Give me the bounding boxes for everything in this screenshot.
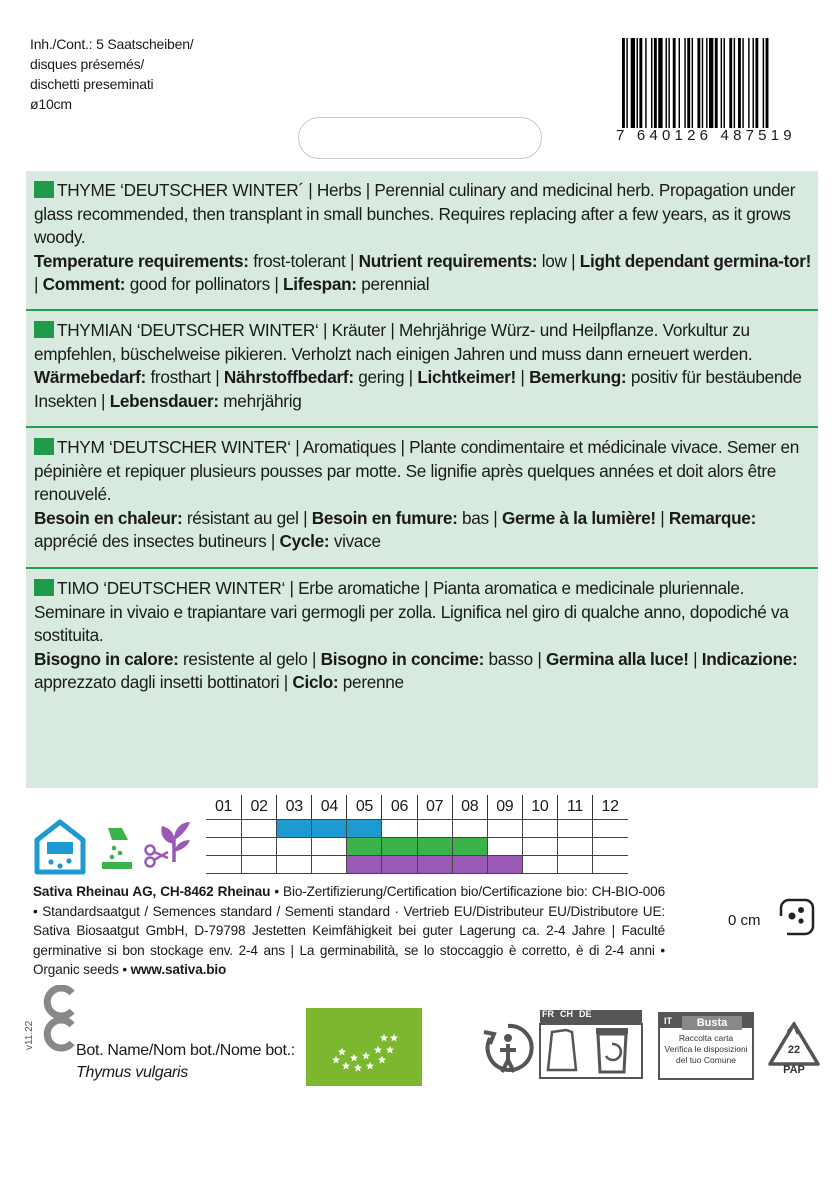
calendar-cell <box>206 838 241 855</box>
month-label: 10 <box>522 795 557 819</box>
calendar-cell <box>381 856 416 873</box>
section-intro: THYM ‘DEUTSCHER WINTER‘ | Aromatiques | Plante condimentaire et médicinale vivace. Semer en pépinière et repiquer plusieurs pousses par motte. Se lignifie après quelques années et doit alors être renouvelé. <box>34 437 799 504</box>
harvest-scissors-icon <box>142 816 194 870</box>
barcode <box>616 38 815 148</box>
field-label: Indicazione: <box>701 648 798 669</box>
month-label: 09 <box>487 795 522 819</box>
field-value: apprécié des insectes butineurs | <box>34 531 280 551</box>
calendar-months <box>206 795 628 819</box>
field-label: Bemerkung: <box>529 367 627 387</box>
field-label: Remarque: <box>668 507 756 528</box>
month-label: 03 <box>276 795 311 819</box>
section-french <box>34 436 816 554</box>
section-marker-icon <box>34 438 54 455</box>
field-value: perennial <box>356 274 430 294</box>
country-code: FR <box>542 1009 554 1019</box>
calendar-cell <box>487 838 522 855</box>
calendar-row-sow-outdoor <box>206 837 628 855</box>
version-code: v11.22 <box>24 1020 35 1050</box>
field-label: Besoin en fumure: <box>311 507 458 528</box>
contents-line: disques présemés/ <box>30 56 145 72</box>
pap-number: 22 <box>787 1044 801 1056</box>
company-info <box>33 882 665 980</box>
calendar-cell <box>417 856 452 873</box>
field-value: resistente al gelo | <box>178 648 321 669</box>
calendar-cell <box>592 856 627 873</box>
field-value: good for pollinators | <box>125 274 284 294</box>
calendar-cell <box>417 820 452 837</box>
calendar-cell <box>557 820 592 837</box>
barcode-number: 7 640126 487519 <box>616 127 796 144</box>
calendar-cell <box>452 838 487 855</box>
section-divider <box>26 426 818 428</box>
sowing-calendar <box>206 795 636 879</box>
section-marker-icon <box>34 579 54 596</box>
field-label: Lichtkeimer! <box>417 367 516 387</box>
calendar-cell <box>346 838 381 855</box>
field-label: Temperature requirements: <box>34 250 249 271</box>
recycle-person-icon <box>480 1020 536 1080</box>
calendar-cell <box>241 856 276 873</box>
month-label: 07 <box>417 795 452 819</box>
calendar-row-harvest <box>206 855 628 874</box>
field-value: | <box>655 507 669 528</box>
calendar-cell <box>381 838 416 855</box>
calendar-cell <box>241 838 276 855</box>
field-label: Ciclo: <box>292 672 339 692</box>
field-label: Wärmebedarf: <box>34 367 146 387</box>
field-label: Cycle: <box>279 531 330 551</box>
field-value: | <box>515 367 530 387</box>
month-label: 06 <box>381 795 416 819</box>
field-label: Light dependant germina-tor! <box>579 250 812 271</box>
calendar-cell <box>487 856 522 873</box>
calendar-cell <box>276 856 311 873</box>
month-label: 04 <box>311 795 346 819</box>
contents-line: Inh./Cont.: 5 Saatscheiben/ <box>30 36 194 52</box>
section-marker-icon <box>34 321 54 338</box>
section-intro: THYME ‘DEUTSCHER WINTER´ | Herbs | Perennial culinary and medicinal herb. Propagation under glass recommended, then transplant in small bunches. Requires replacing after a few years, as it grows woody. <box>34 180 796 247</box>
calendar-cell <box>417 838 452 855</box>
field-label: Bisogno in concime: <box>320 648 484 669</box>
contents-line: ø10cm <box>30 96 72 112</box>
busta-title: Busta <box>682 1016 742 1030</box>
italy-code: IT <box>660 1014 752 1028</box>
calendar-cell <box>487 820 522 837</box>
outdoor-sowing-icon <box>100 826 134 870</box>
section-fields <box>34 250 816 297</box>
company-details: • Bio-Zertifizierung/Certification bio/Certificazione bio: CH-BIO-006 • Standardsaatgut / Semences standard / Sementi standard · Vertrieb EU/Distributeur EU/Distributore UE: Sativa Biosaatgut GmbH, D-79798 Jestetten Keimfähigkeit bei guter Lagerung ca. 2-4 Jahre | Faculté germinative si bon stockage env. 2-4 ans | La germinabilità, se lo stoccaggio è corretto, è di 2-4 anni • Organic seeds • <box>33 884 665 977</box>
field-value: perenne <box>338 672 404 692</box>
country-code: CH <box>560 1009 573 1019</box>
field-value: positiv für bestäubende Insekten | <box>34 367 802 411</box>
website-link[interactable]: www.sativa.bio <box>130 962 227 977</box>
calendar-cell <box>522 838 557 855</box>
hang-hole <box>298 117 542 159</box>
month-label: 08 <box>452 795 487 819</box>
italy-recycling-label <box>658 1012 754 1080</box>
calendar-cell <box>241 820 276 837</box>
eu-organic-logo <box>306 1008 422 1086</box>
contents-line: dischetti preseminati <box>30 76 154 92</box>
field-label: Germe à la lumière! <box>501 507 656 528</box>
busta-line: Raccolta carta <box>678 1033 734 1043</box>
calendar-cell <box>311 820 346 837</box>
section-intro: TIMO ‘DEUTSCHER WINTER‘ | Erbe aromatiche | Pianta aromatica e medicinale pluriennale. Seminare in vivaio e trapiantare vari germogli per zolla. Lignifica nel giro di qualche anno, dopodiché va sostituita. <box>34 578 789 645</box>
calendar-cell <box>557 856 592 873</box>
busta-line: Verifica le disposizioni <box>664 1044 748 1054</box>
section-intro: THYMIAN ‘DEUTSCHER WINTER‘ | Kräuter | Mehrjährige Würz- und Heilpflanze. Vorkultur zu empfehlen, büschelweise pikieren. Verholzt nach einigen Jahren und muss dann erneuert werden. <box>34 320 753 364</box>
field-label: Besoin en chaleur: <box>34 507 183 528</box>
botanical-name: Thymus vulgaris <box>76 1064 188 1081</box>
field-label: Bisogno in calore: <box>34 648 179 669</box>
calendar-cell <box>311 856 346 873</box>
calendar-cell <box>452 820 487 837</box>
recycling-countries <box>538 1008 644 1080</box>
section-divider <box>26 309 818 311</box>
month-label: 01 <box>214 798 233 815</box>
pap-recycling-logo <box>766 1020 822 1078</box>
section-fields <box>34 366 816 413</box>
field-value: bas | <box>457 507 502 528</box>
barcode-bars <box>620 38 812 128</box>
field-value: résistant au gel | <box>182 507 312 528</box>
contents-info <box>30 34 270 114</box>
month-label: 11 <box>557 795 592 819</box>
calendar-cell <box>522 856 557 873</box>
calendar-grid <box>206 819 628 874</box>
field-label: Germina alla luce! <box>545 648 689 669</box>
calendar-cell <box>592 838 627 855</box>
field-value: vivace <box>329 531 381 551</box>
section-divider <box>26 567 818 569</box>
section-fields <box>34 507 816 554</box>
calendar-cell <box>452 856 487 873</box>
botanical-name-block <box>76 1040 295 1084</box>
calendar-cell <box>276 838 311 855</box>
section-marker-icon <box>34 181 54 198</box>
field-label: Nutrient requirements: <box>358 250 538 271</box>
field-label: Nährstoffbedarf: <box>223 367 354 387</box>
field-value: | <box>688 648 702 669</box>
field-value: low | <box>537 250 580 271</box>
calendar-cell <box>206 856 241 873</box>
company-name: Sativa Rheinau AG, CH-8462 Rheinau <box>33 884 271 899</box>
sowing-depth-icon <box>779 898 815 936</box>
field-value: gering | <box>353 367 418 387</box>
field-value: apprezzato dagli insetti bottinatori | <box>34 672 293 692</box>
calendar-cell <box>346 820 381 837</box>
greenhouse-sowing-icon <box>33 818 87 876</box>
field-value: basso | <box>484 648 546 669</box>
section-italian <box>34 577 816 695</box>
pap-label: PAP <box>783 1064 805 1076</box>
field-value: | <box>34 274 43 294</box>
month-label: 12 <box>592 795 627 819</box>
field-label: Comment: <box>42 274 126 294</box>
description-panel <box>26 171 818 788</box>
month-label: 05 <box>346 795 381 819</box>
section-english <box>34 179 816 297</box>
calendar-cell <box>206 820 241 837</box>
field-value: mehrjährig <box>218 390 302 411</box>
month-label: 02 <box>241 795 276 819</box>
field-label: Lebensdauer: <box>109 390 219 411</box>
calendar-row-sow-under-glass <box>206 819 628 837</box>
busta-line: del tuo Comune <box>675 1055 736 1065</box>
field-label: Lifespan: <box>283 274 357 294</box>
calendar-cell <box>311 838 346 855</box>
calendar-cell <box>592 820 627 837</box>
calendar-cell <box>522 820 557 837</box>
section-fields <box>34 648 816 695</box>
field-value: frost-tolerant | <box>248 250 359 271</box>
calendar-cell <box>276 820 311 837</box>
calendar-cell <box>346 856 381 873</box>
botanical-label: Bot. Name/Nom bot./Nome bot.: <box>76 1042 295 1059</box>
calendar-cell <box>381 820 416 837</box>
sowing-depth-label: 0 cm <box>728 912 761 929</box>
country-code: DE <box>579 1009 592 1019</box>
section-german <box>34 319 816 413</box>
field-value: frosthart | <box>145 367 224 387</box>
ce-mark-icon <box>32 985 76 1053</box>
calendar-cell <box>557 838 592 855</box>
